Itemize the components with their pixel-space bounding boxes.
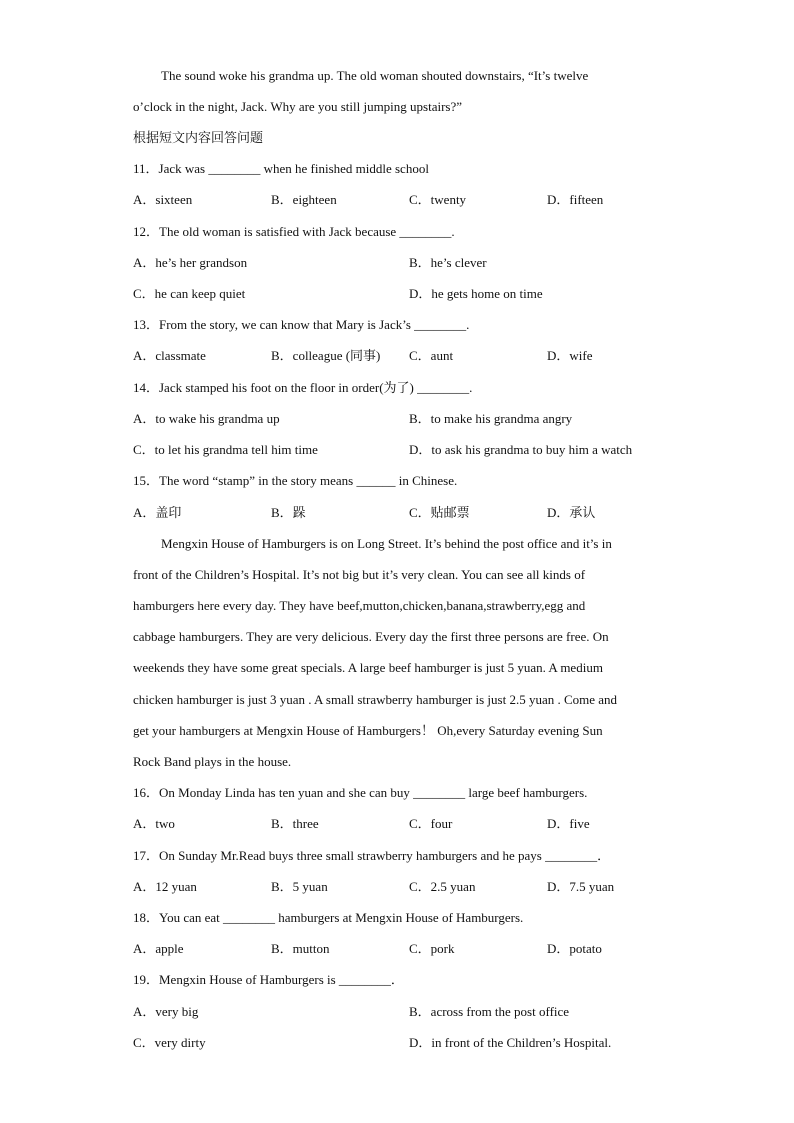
- q19-option-d: D．in front of the Children’s Hospital.: [409, 1035, 612, 1050]
- question-11-stem: 11．Jack was ________ when he finished middle school: [133, 161, 429, 176]
- question-12-stem: 12．The old woman is satisfied with Jack because ________.: [133, 224, 455, 239]
- q17-option-d: D．7.5 yuan: [547, 879, 615, 894]
- question-18-stem: 18．You can eat ________ hamburgers at Mengxin House of Hamburgers.: [133, 910, 524, 925]
- q13-option-d: D．wife: [547, 348, 593, 363]
- q12-option-d: D．he gets home on time: [409, 286, 543, 301]
- q12-option-b: B．he’s clever: [409, 255, 487, 270]
- q12-option-a: A．he’s her grandson: [133, 255, 248, 270]
- q14-option-a: A．to wake his grandma up: [133, 411, 280, 426]
- q11-option-b: B．eighteen: [271, 192, 337, 207]
- q18-option-a: A．apple: [133, 941, 184, 956]
- question-19-stem: 19．Mengxin House of Hamburgers is ________．: [133, 972, 404, 987]
- q17-option-b: B．5 yuan: [271, 879, 328, 894]
- q16-option-c: C．four: [409, 816, 453, 831]
- q19-option-a: A．very big: [133, 1004, 199, 1019]
- q13-option-b: B．colleague (同事): [271, 348, 381, 363]
- passage1-line1: The sound woke his grandma up. The old woman shouted downstairs, “It’s twelve: [161, 68, 589, 83]
- q14-option-c: C．to let his grandma tell him time: [133, 442, 318, 457]
- passage2-line7: get your hamburgers at Mengxin House of Hamburgers！ Oh,every Saturday evening Sun: [133, 723, 603, 738]
- passage2-line8: Rock Band plays in the house.: [133, 754, 292, 769]
- question-13-stem: 13．From the story, we can know that Mary is Jack’s ________.: [133, 317, 470, 332]
- q14-option-b: B．to make his grandma angry: [409, 411, 573, 426]
- q14-option-d: D．to ask his grandma to buy him a watch: [409, 442, 633, 457]
- q16-option-b: B．three: [271, 816, 319, 831]
- passage1-line2: o’clock in the night, Jack. Why are you still jumping upstairs?”: [133, 99, 463, 114]
- q15-option-a: A．盖印: [133, 505, 182, 520]
- question-16-stem: 16．On Monday Linda has ten yuan and she can buy ________ large beef hamburgers.: [133, 785, 588, 800]
- q13-option-c: C．aunt: [409, 348, 454, 363]
- q11-option-a: A．sixteen: [133, 192, 193, 207]
- q18-option-d: D．potato: [547, 941, 602, 956]
- q15-option-c: C．贴邮票: [409, 505, 470, 520]
- question-14-stem: 14．Jack stamped his foot on the floor in order(为了) ________.: [133, 380, 473, 395]
- passage2-line1: Mengxin House of Hamburgers is on Long Street. It’s behind the post office and it’s in: [161, 536, 612, 551]
- q18-option-b: B．mutton: [271, 941, 330, 956]
- q12-option-c: C．he can keep quiet: [133, 286, 246, 301]
- passage2-line3: hamburgers here every day. They have beef,mutton,chicken,banana,strawberry,egg and: [133, 598, 586, 613]
- instruction: 根据短文内容回答问题: [133, 130, 264, 145]
- passage2-line2: front of the Children’s Hospital. It’s not big but it’s very clean. You can see all kinds of: [133, 567, 586, 582]
- question-15-stem: 15．The word “stamp” in the story means ______ in Chinese.: [133, 473, 458, 488]
- q17-option-a: A．12 yuan: [133, 879, 197, 894]
- q19-option-c: C．very dirty: [133, 1035, 206, 1050]
- q11-option-d: D．fifteen: [547, 192, 604, 207]
- passage2-line4: cabbage hamburgers. They are very delicious. Every day the first three persons are free. On: [133, 629, 609, 644]
- q15-option-d: D．承认: [547, 505, 596, 520]
- passage2-line5: weekends they have some great specials. A large beef hamburger is just 5 yuan. A medium: [133, 660, 603, 675]
- q17-option-c: C．2.5 yuan: [409, 879, 476, 894]
- passage2-line6: chicken hamburger is just 3 yuan . A small strawberry hamburger is just 2.5 yuan . Come and: [133, 692, 618, 707]
- q18-option-c: C．pork: [409, 941, 455, 956]
- q11-option-c: C．twenty: [409, 192, 467, 207]
- q16-option-d: D．five: [547, 816, 590, 831]
- q19-option-b: B．across from the post office: [409, 1004, 570, 1019]
- q16-option-a: A．two: [133, 816, 175, 831]
- q15-option-b: B．跺: [271, 505, 306, 520]
- q13-option-a: A．classmate: [133, 348, 206, 363]
- question-17-stem: 17．On Sunday Mr.Read buys three small strawberry hamburgers and he pays ________．: [133, 848, 611, 863]
